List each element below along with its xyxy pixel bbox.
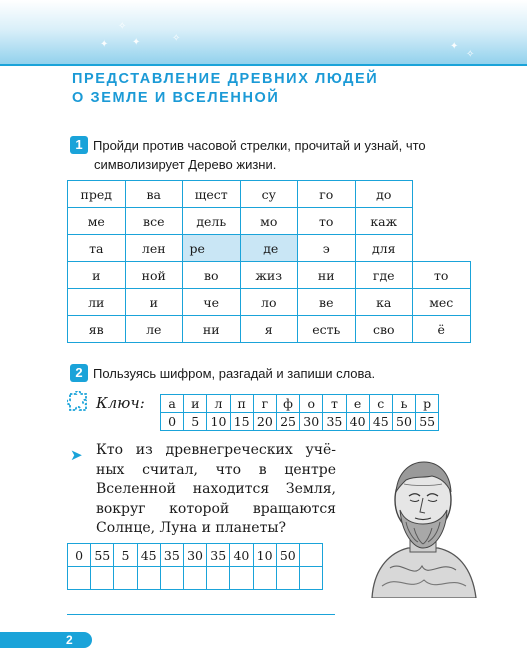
page-title-line-2: О ЗЕМЛЕ И ВСЕЛЕННОЙ [72, 90, 280, 106]
grid-cell[interactable]: ни [298, 262, 356, 289]
cipher-number: 25 [276, 413, 299, 431]
cipher-letter: с [369, 395, 392, 413]
grid-cell[interactable]: та [68, 235, 126, 262]
answer-letter-blank[interactable] [230, 567, 253, 590]
cipher-letter: т [323, 395, 346, 413]
grid-cell[interactable]: все [125, 208, 183, 235]
grid-cell[interactable]: ло [240, 289, 298, 316]
answer-code: 35 [207, 544, 230, 567]
answer-letter-blank[interactable] [207, 567, 230, 590]
grid-row [68, 181, 471, 208]
cipher-number: 30 [300, 413, 323, 431]
task-1-text-line-2: символизирует Дерево жизни. [94, 157, 277, 172]
grid-cell[interactable]: су [240, 181, 298, 208]
grid-cell-start[interactable] [183, 235, 241, 262]
grid-cell-start-next[interactable] [240, 235, 298, 262]
header-rule [0, 64, 527, 66]
grid-cell[interactable]: до [355, 181, 413, 208]
answer-letter-blank[interactable] [114, 567, 137, 590]
task-2 [70, 364, 375, 383]
answer-code: 35 [160, 544, 183, 567]
aristotle-bust-image [362, 448, 484, 598]
answer-letter-blank[interactable] [137, 567, 160, 590]
sparkle-icon: ✧ [466, 49, 475, 60]
arrow-bullet-icon: ➤ [70, 447, 83, 464]
grid-cell[interactable]: ве [298, 289, 356, 316]
grid-cell[interactable]: сво [355, 316, 413, 343]
grid-cell[interactable]: э [298, 235, 356, 262]
question-line: Вселенной находится Земля, [96, 481, 336, 498]
grid-cell[interactable]: яв [68, 316, 126, 343]
question-line: Солнце, Луна и планеты? [96, 520, 286, 537]
sparkle-icon: ✧ [172, 33, 181, 44]
grid-cell-empty [413, 235, 471, 262]
answer-code: 50 [276, 544, 299, 567]
grid-cell[interactable]: ле [125, 316, 183, 343]
grid-cell[interactable]: лен [125, 235, 183, 262]
grid-cell[interactable]: есть [298, 316, 356, 343]
grid-cell[interactable]: щест [183, 181, 241, 208]
cipher-letters-row [161, 395, 439, 413]
cipher-letter: р [416, 395, 439, 413]
answer-code: 45 [137, 544, 160, 567]
grid-cell[interactable]: где [355, 262, 413, 289]
grid-cell-empty [413, 181, 471, 208]
cipher-letter: е [346, 395, 369, 413]
grid-cell[interactable]: мес [413, 289, 471, 316]
grid-cell[interactable]: и [125, 289, 183, 316]
task-1 [70, 136, 426, 174]
answer-table [67, 543, 323, 590]
cipher-number: 35 [323, 413, 346, 431]
key-label: Ключ: [96, 394, 145, 412]
grid-cell-start-label: ре [189, 240, 205, 256]
cipher-letter: г [253, 395, 276, 413]
grid-cell[interactable]: ва [125, 181, 183, 208]
cipher-letter: л [207, 395, 230, 413]
grid-row [68, 208, 471, 235]
grid-cell[interactable]: ной [125, 262, 183, 289]
answer-letter-blank[interactable] [299, 567, 322, 590]
page-title [72, 70, 378, 108]
question-line: вокруг которой вращаются [96, 500, 336, 517]
sparkle-icon: ✦ [100, 39, 109, 50]
writing-line[interactable] [67, 614, 335, 615]
task-2-number: 2 [70, 364, 88, 382]
grid-cell[interactable]: мо [240, 208, 298, 235]
grid-cell[interactable]: ё [413, 316, 471, 343]
grid-row [68, 289, 471, 316]
cipher-number: 20 [253, 413, 276, 431]
cipher-letter: и [184, 395, 207, 413]
cipher-number: 5 [184, 413, 207, 431]
task-1-text-line-1: Пройди против часовой стрелки, прочитай и узнай, что [93, 138, 426, 153]
cipher-number: 50 [392, 413, 415, 431]
grid-cell[interactable]: каж [355, 208, 413, 235]
cipher-letter: п [230, 395, 253, 413]
cipher-number: 0 [161, 413, 184, 431]
question-line: ных считал, что в центре [96, 461, 336, 478]
answer-code-spare [299, 544, 322, 567]
page-number-tab [0, 632, 92, 648]
grid-cell[interactable]: то [298, 208, 356, 235]
cipher-letter: ф [276, 395, 299, 413]
question-line: Кто из древнегреческих учё- [96, 442, 336, 458]
answer-codes-row [68, 544, 323, 567]
cipher-number: 15 [230, 413, 253, 431]
cipher-letter: а [161, 395, 184, 413]
grid-row [68, 262, 471, 289]
grid-cell[interactable]: го [298, 181, 356, 208]
answer-code: 30 [183, 544, 206, 567]
answer-letter-blank[interactable] [253, 567, 276, 590]
answer-code: 10 [253, 544, 276, 567]
cipher-number: 55 [416, 413, 439, 431]
grid-cell[interactable]: пред [68, 181, 126, 208]
grid-cell[interactable]: че [183, 289, 241, 316]
syllable-grid [67, 180, 471, 343]
answer-code: 40 [230, 544, 253, 567]
answer-letter-blank[interactable] [183, 567, 206, 590]
grid-cell[interactable]: и [68, 262, 126, 289]
sparkle-icon: ✦ [132, 37, 141, 48]
grid-cell[interactable]: ме [68, 208, 126, 235]
grid-cell[interactable]: ли [68, 289, 126, 316]
grid-cell-start-next-label: де [263, 240, 279, 256]
page-number: 2 [66, 633, 73, 647]
answer-letter-blank[interactable] [68, 567, 91, 590]
cipher-number: 10 [207, 413, 230, 431]
cipher-letter: о [300, 395, 323, 413]
sparkle-icon: ✧ [118, 21, 127, 32]
grid-cell[interactable]: ка [355, 289, 413, 316]
answer-letters-row [68, 567, 323, 590]
answer-code: 55 [91, 544, 114, 567]
answer-letter-blank[interactable] [276, 567, 299, 590]
cipher-letter: ь [392, 395, 415, 413]
answer-letter-blank[interactable] [91, 567, 114, 590]
grid-row [68, 316, 471, 343]
grid-cell[interactable]: ни [183, 316, 241, 343]
question-text [96, 441, 336, 539]
cipher-numbers-row [161, 413, 439, 431]
task-1-number: 1 [70, 136, 88, 154]
task-2-text: Пользуясь шифром, разгадай и запиши слова. [93, 366, 376, 381]
answer-letter-blank[interactable] [160, 567, 183, 590]
cipher-key-table [160, 394, 439, 431]
sparkle-icon: ✦ [450, 41, 459, 52]
cipher-number: 40 [346, 413, 369, 431]
grid-cell[interactable]: дель [183, 208, 241, 235]
answer-code: 5 [114, 544, 137, 567]
puzzle-icon [67, 391, 89, 413]
cipher-number: 45 [369, 413, 392, 431]
grid-cell[interactable]: я [240, 316, 298, 343]
page-title-line-1: ПРЕДСТАВЛЕНИЕ ДРЕВНИХ ЛЮДЕЙ [72, 71, 379, 87]
grid-row [68, 235, 471, 262]
grid-cell[interactable]: жиз [240, 262, 298, 289]
answer-code: 0 [68, 544, 91, 567]
grid-cell[interactable]: для [355, 235, 413, 262]
grid-cell-empty [413, 208, 471, 235]
header-band [0, 0, 527, 66]
grid-cell[interactable]: то [413, 262, 471, 289]
grid-cell[interactable]: во [183, 262, 241, 289]
